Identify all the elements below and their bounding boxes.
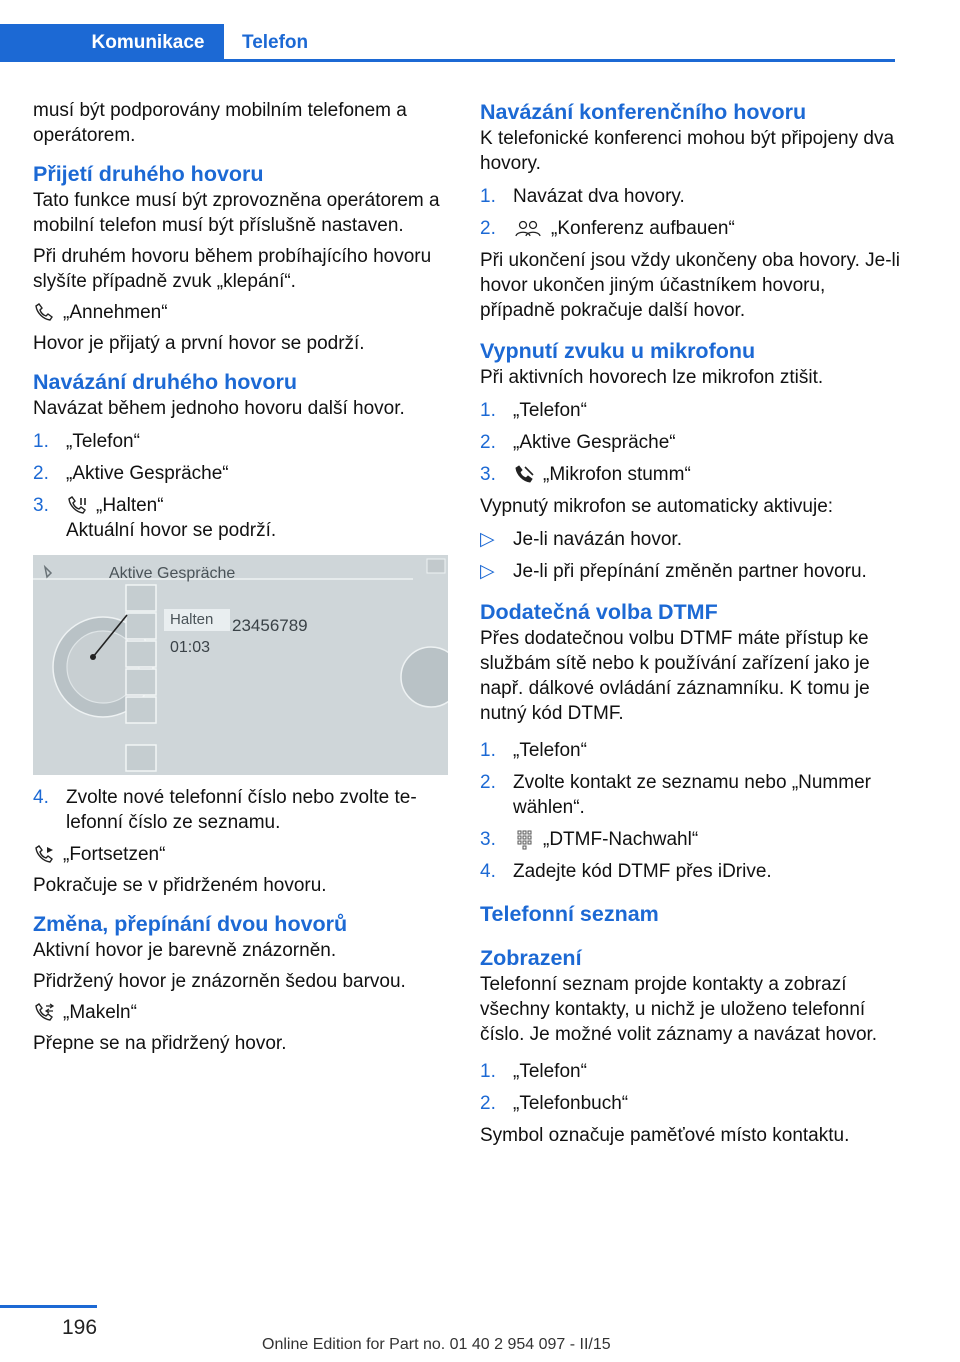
list-number: 4. bbox=[480, 861, 496, 882]
right-column bbox=[480, 98, 900, 1148]
steps-list bbox=[480, 1059, 900, 1116]
list-number: 1. bbox=[480, 400, 496, 421]
screen-menu-halten: Halten bbox=[164, 609, 230, 631]
paragraph: K telefonické konferenci mohou být připojeny dva hovory. bbox=[480, 128, 895, 174]
list-text: „DTMF-Nachwahl“ bbox=[543, 829, 699, 850]
list-number: 2. bbox=[480, 218, 496, 239]
action-label: „Fortsetzen“ bbox=[63, 844, 166, 865]
list-text: „Konferenz aufbauen“ bbox=[551, 218, 735, 239]
header-bar bbox=[0, 24, 895, 62]
list-text: „Halten“ bbox=[96, 495, 164, 516]
list-number: 2. bbox=[480, 772, 496, 793]
edition-text: Online Edition for Part no. 01 40 2 954 097 - II/15 bbox=[262, 1336, 611, 1353]
heading-conference: Navázání konferenčního hovoru bbox=[480, 100, 807, 124]
list-item bbox=[480, 1091, 900, 1116]
idrive-screenshot bbox=[33, 555, 448, 775]
action-label: „Makeln“ bbox=[63, 1002, 137, 1023]
list-text: „Telefon“ bbox=[513, 400, 587, 421]
list-text: Navázat dva hovory. bbox=[513, 186, 685, 207]
list-text: Je-li navázán hovor. bbox=[513, 529, 682, 550]
paragraph: Přes dodatečnou volbu DTMF máte přístup ke službám sítě nebo k používání zařízení jako je např. dálkové ovládání záznamníku. K tomu je nutný kód DTMF. bbox=[480, 628, 870, 724]
heading-second-call-accept: Přijetí druhého hovoru bbox=[33, 162, 264, 186]
list-item bbox=[33, 429, 451, 454]
action-label: „Annehmen“ bbox=[63, 302, 168, 323]
footer-divider bbox=[0, 1305, 97, 1308]
heading-dtmf: Dodatečná volba DTMF bbox=[480, 600, 718, 624]
action-annehmen bbox=[33, 300, 451, 325]
list-number: 3. bbox=[480, 829, 496, 850]
steps-list bbox=[480, 738, 900, 884]
list-text: „Telefon“ bbox=[513, 1061, 587, 1082]
bullet-triangle: ▷ bbox=[480, 561, 495, 582]
list-number: 4. bbox=[33, 787, 49, 808]
page-number: 196 bbox=[62, 1316, 98, 1339]
list-item bbox=[33, 785, 451, 835]
paragraph: Přepne se na přidržený hovor. bbox=[33, 1033, 287, 1054]
heading-switch-calls: Změna, přepínání dvou hovorů bbox=[33, 912, 348, 936]
paragraph: Při druhém hovoru během probíhajícího hovoru slyšíte případně zvuk „klepání“. bbox=[33, 246, 432, 292]
list-text: „Telefonbuch“ bbox=[513, 1093, 629, 1114]
list-item bbox=[480, 827, 900, 852]
phone-accept-icon bbox=[33, 303, 55, 323]
phone-swap-icon bbox=[33, 1003, 55, 1023]
screen-graphics bbox=[33, 555, 448, 775]
list-text: „Telefon“ bbox=[66, 431, 140, 452]
list-number: 3. bbox=[480, 464, 496, 485]
list-subtext: Aktuální hovor se podrží. bbox=[66, 520, 277, 541]
bullet-triangle: ▷ bbox=[480, 529, 495, 550]
conference-icon bbox=[513, 219, 543, 239]
left-column bbox=[33, 98, 451, 1056]
action-fortsetzen bbox=[33, 842, 451, 867]
heading-second-call-dial: Navázání druhého hovoru bbox=[33, 370, 298, 394]
paragraph: Přidržený hovor je znázorněn šedou barvou. bbox=[33, 971, 406, 992]
keypad-icon bbox=[513, 830, 535, 850]
list-text: Zvolte nové telefonní číslo nebo zvolte telefonní číslo ze seznamu. bbox=[66, 787, 417, 833]
list-item bbox=[480, 859, 900, 884]
list-item bbox=[33, 461, 451, 486]
list-number: 2. bbox=[480, 1093, 496, 1114]
tab-telefon[interactable]: Telefon bbox=[242, 32, 309, 53]
action-makeln bbox=[33, 1000, 451, 1025]
list-text: Zvolte kontakt ze seznamu nebo „Nummer wählen“. bbox=[513, 772, 871, 818]
list-number: 2. bbox=[480, 432, 496, 453]
list-text: „Aktive Gespräche“ bbox=[66, 463, 229, 484]
steps-list bbox=[480, 398, 900, 487]
subheading-display: Zobrazení bbox=[480, 946, 582, 970]
list-number: 2. bbox=[33, 463, 49, 484]
list-item bbox=[480, 559, 900, 584]
paragraph: Hovor je přijatý a první hovor se podrží. bbox=[33, 333, 365, 354]
paragraph: Při ukončení jsou vždy ukončeny oba hovory. Je-li hovor ukončen jiným účastníkem hovoru, případně pokračuje další hovor. bbox=[480, 250, 900, 321]
paragraph: Pokračuje se v přidrženém hovoru. bbox=[33, 875, 327, 896]
paragraph: Vypnutý mikrofon se automaticky aktivuje: bbox=[480, 496, 834, 517]
list-number: 1. bbox=[480, 186, 496, 207]
screen-title: Aktive Gespräche bbox=[109, 565, 236, 582]
list-text: „Telefon“ bbox=[513, 740, 587, 761]
paragraph: Navázat během jednoho hovoru další hovor. bbox=[33, 398, 405, 419]
phone-hold-icon bbox=[66, 496, 88, 516]
list-item bbox=[480, 1059, 900, 1084]
list-text: „Aktive Gespräche“ bbox=[513, 432, 676, 453]
bullet-list bbox=[480, 527, 900, 584]
paragraph: Symbol označuje paměťové místo kontaktu. bbox=[480, 1125, 850, 1146]
list-item bbox=[480, 527, 900, 552]
tab-komunikace[interactable]: Komunikace bbox=[0, 24, 224, 62]
list-number: 1. bbox=[480, 1061, 496, 1082]
list-text: Zadejte kód DTMF přes iDrive. bbox=[513, 861, 772, 882]
list-item bbox=[33, 493, 451, 543]
list-item bbox=[480, 216, 900, 241]
list-number: 1. bbox=[480, 740, 496, 761]
list-text: Je-li při přepínání změněn partner hovoru. bbox=[513, 561, 867, 582]
paragraph: Tato funkce musí být zprovozněna operátorem a mobilní telefon musí být příslušně nastaven. bbox=[33, 190, 440, 236]
steps-list-cont bbox=[33, 785, 451, 835]
list-item bbox=[480, 462, 900, 487]
list-item bbox=[480, 770, 900, 820]
heading-phonebook: Telefonní seznam bbox=[480, 902, 659, 926]
list-item bbox=[480, 430, 900, 455]
heading-mute: Vypnutí zvuku u mikrofonu bbox=[480, 339, 756, 363]
intro-text: musí být podporovány mobilním telefonem a operátorem. bbox=[33, 100, 407, 146]
list-number: 1. bbox=[33, 431, 49, 452]
list-item bbox=[480, 184, 900, 209]
phone-resume-icon bbox=[33, 845, 55, 865]
list-item bbox=[480, 738, 900, 763]
steps-list bbox=[33, 429, 451, 543]
list-number: 3. bbox=[33, 495, 49, 516]
screen-call-time: 01:03 bbox=[170, 639, 211, 656]
steps-list bbox=[480, 184, 900, 241]
paragraph: Telefonní seznam projde kontakty a zobrazí všechny kontakty, u nichž je uloženo telefonní číslo. Je možné volit záznamy a navázat hovor. bbox=[480, 974, 878, 1045]
paragraph: Při aktivních hovorech lze mikrofon ztišit. bbox=[480, 367, 824, 388]
list-item bbox=[480, 398, 900, 423]
list-text: „Mikrofon stumm“ bbox=[543, 464, 691, 485]
header-divider bbox=[0, 59, 895, 62]
screen-phone-number: 23456789 bbox=[232, 616, 308, 635]
mic-mute-icon bbox=[513, 465, 535, 485]
paragraph: Aktivní hovor je barevně znázorněn. bbox=[33, 940, 337, 961]
